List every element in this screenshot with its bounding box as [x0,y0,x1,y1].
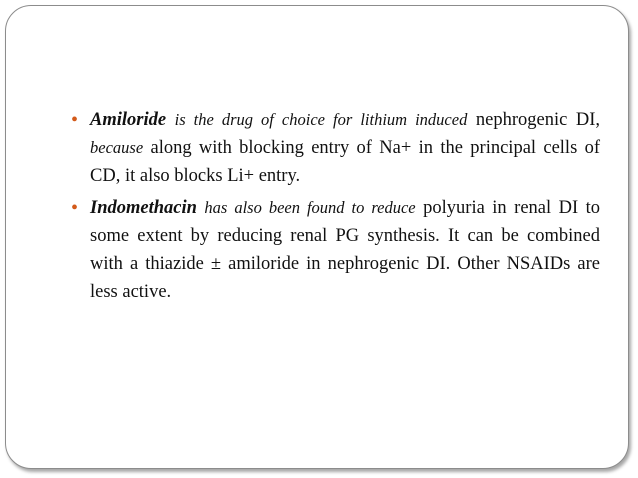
body-text: along with blocking entry of Na+ in the principal cells of CD, it also blocks Li+ entry. [90,138,601,186]
italic-phrase: is the drug of choice for lithium induced [174,110,468,129]
italic-phrase: because [90,138,144,157]
slide-content [70,106,600,310]
italic-phrase: has also been found to reduce [204,198,416,217]
drug-term: Indomethacin [90,198,197,218]
drug-term: Amiloride [90,110,167,130]
bullet-text [90,106,600,190]
bullet-item-indomethacin [70,194,600,306]
bullet-dot-icon: • [71,109,79,131]
bullet-text [90,194,600,306]
body-text: polyuria in renal DI to some extent by reducing renal PG synthesis. It can be combined with a thiazide ± amiloride in nephrogenic DI. Other NSAIDs are less active. [90,198,601,302]
bullet-dot-icon: • [71,197,79,219]
bullet-item-amiloride [70,106,600,190]
body-text: nephrogenic DI, [475,110,601,130]
